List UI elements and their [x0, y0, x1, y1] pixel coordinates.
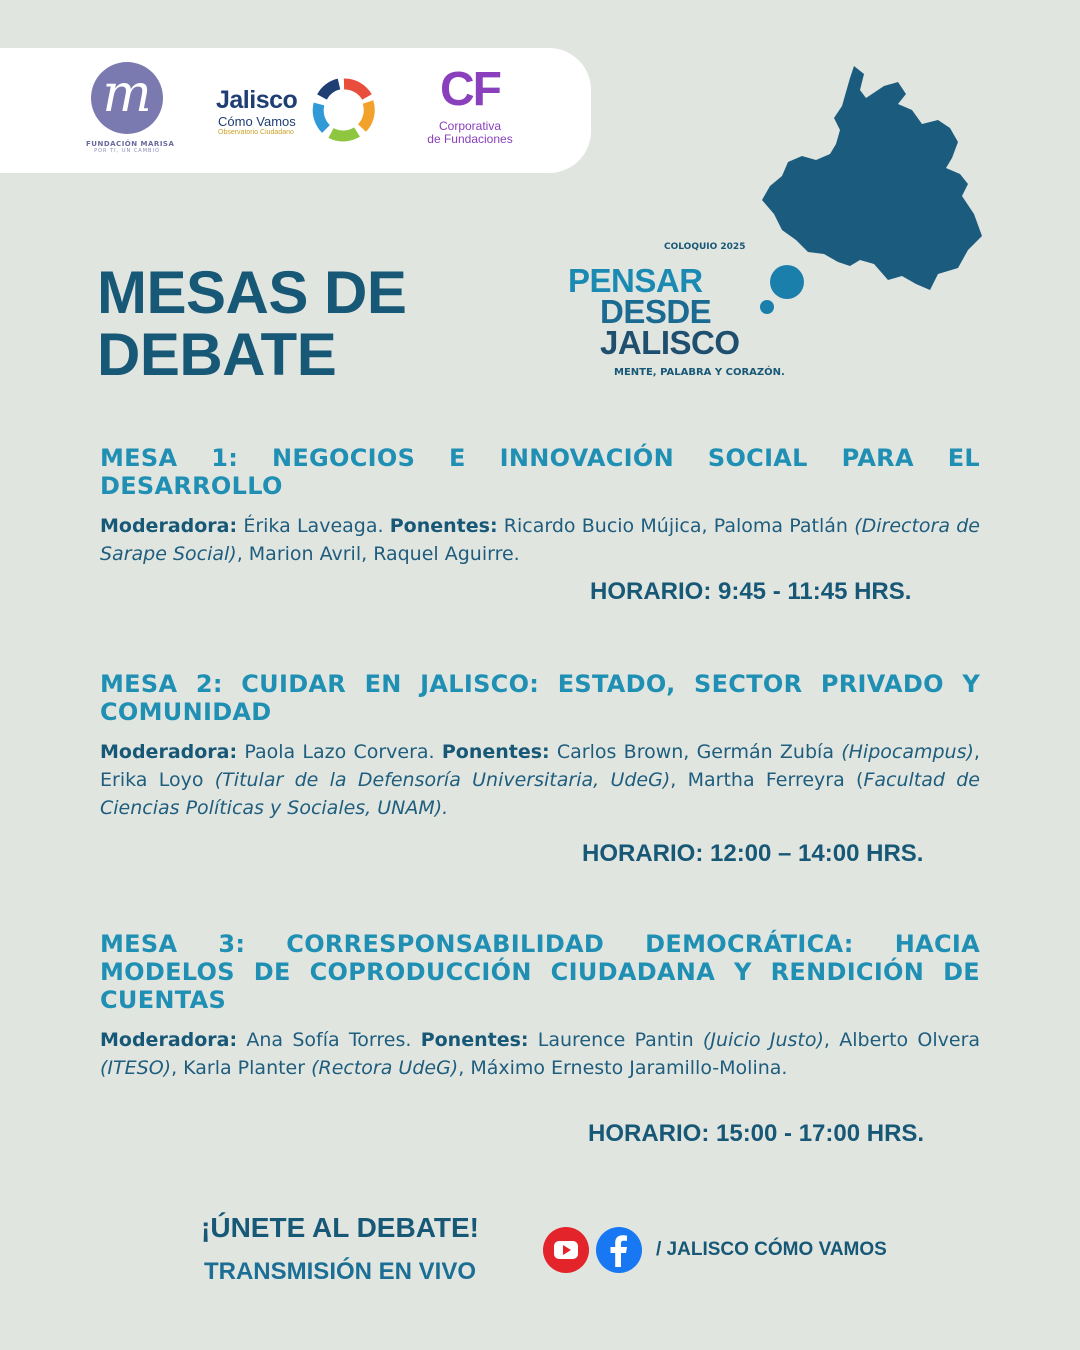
ponentes-list: , Marion Avril, Raquel Aguirre. — [236, 543, 520, 565]
cf-logo-name-line2: de Fundaciones — [427, 132, 513, 146]
mesa-2-details — [100, 738, 980, 822]
event-brand — [560, 240, 800, 390]
ponentes-label: Ponentes: — [441, 741, 550, 763]
ponentes-list: , Máximo Ernesto Jaramillo-Molina. — [458, 1057, 788, 1079]
jalisco-como-vamos-logo — [214, 78, 384, 148]
ponente-affiliation: (Hipocampus) — [841, 741, 974, 763]
event-kicker: COLOQUIO 2025 — [664, 242, 746, 252]
fundacion-marisa-name: FUNDACIÓN MARISA — [86, 140, 175, 148]
ponentes-list: Ricardo Bucio Mújica, Paloma Patlán — [503, 515, 848, 537]
cta-title: ¡ÚNETE AL DEBATE! — [201, 1212, 479, 1243]
moderadora-name: Paola Lazo Corvera. — [244, 741, 435, 763]
jcv-logo-sub2: Observatorio Ciudadano — [218, 129, 294, 136]
mesa-1-title: MESA 1: NEGOCIOS E INNOVACIÓN SOCIAL PARA EL DESARROLLO — [100, 444, 980, 500]
page-title — [97, 259, 407, 388]
ponente-affiliation: (Rectora UdeG) — [311, 1057, 459, 1079]
ponente-affiliation: (Directora de Sarape Social) — [100, 515, 980, 565]
ponentes-list: , Alberto Olvera — [823, 1029, 981, 1051]
moderadora-label: Moderadora: — [100, 1029, 238, 1051]
mesa-3-block — [100, 930, 980, 1082]
brand-dot-large-icon — [770, 265, 804, 299]
moderadora-name: Érika Laveaga. — [243, 515, 384, 537]
event-name-line1: PENSAR — [568, 262, 703, 299]
ponentes-label: Ponentes: — [389, 515, 498, 537]
cf-logo-name-line1: Corporativa — [438, 119, 502, 133]
fundacion-marisa-tagline: POR TI, UN CAMBIO — [94, 148, 160, 154]
social-handle[interactable]: / JALISCO CÓMO VAMOS — [656, 1239, 887, 1260]
ponentes-list: , Karla Planter — [171, 1057, 306, 1079]
corporativa-fundaciones-logo — [405, 63, 535, 146]
ponentes-label: Ponentes: — [420, 1029, 529, 1051]
facebook-icon[interactable] — [596, 1227, 642, 1273]
page-title-line2: DEBATE — [97, 321, 337, 388]
mesa-2-block — [100, 670, 980, 822]
mesa-3-horario: HORARIO: 15:00 - 17:00 HRS. — [588, 1120, 925, 1147]
ponentes-list: Carlos Brown, Germán Zubía — [556, 741, 834, 763]
moderadora-name: Ana Sofía Torres. — [246, 1029, 412, 1051]
event-name-line2: DESDE — [600, 293, 712, 330]
brand-dot-small-icon — [760, 300, 774, 314]
jcv-logo-name: Jalisco — [216, 86, 298, 114]
sponsor-logo-bar — [0, 48, 591, 173]
cta-subtitle: TRANSMISIÓN EN VIVO — [203, 1258, 477, 1285]
page-title-line1: MESAS DE — [97, 259, 407, 326]
mesa-2-title: MESA 2: CUIDAR EN JALISCO: ESTADO, SECTOR PRIVADO Y COMUNIDAD — [100, 670, 980, 726]
moderadora-label: Moderadora: — [100, 741, 238, 763]
fundacion-marisa-mark-icon: m — [91, 62, 163, 134]
mesa-1-horario: HORARIO: 9:45 - 11:45 HRS. — [590, 578, 912, 605]
ponentes-list: , Martha Ferreyra ( — [670, 769, 864, 791]
moderadora-label: Moderadora: — [100, 515, 238, 537]
event-name-line3: JALISCO — [600, 324, 740, 361]
ponente-affiliation: Facultad de Ciencias Políticas y Sociales, UNAM). — [100, 769, 980, 819]
ponente-affiliation: (Titular de la Defensoría Universitaria, UdeG) — [214, 769, 671, 791]
youtube-icon[interactable] — [543, 1227, 589, 1273]
ponentes-list: Laurence Pantin — [537, 1029, 694, 1051]
mesa-3-details — [100, 1026, 980, 1082]
mesa-1-details — [100, 512, 980, 568]
event-tagline: MENTE, PALABRA Y CORAZÓN. — [614, 367, 785, 378]
ponente-affiliation: (ITESO) — [100, 1057, 172, 1079]
fundacion-marisa-logo — [86, 62, 175, 154]
ponentes-list: , Erika Loyo — [100, 741, 980, 791]
mesa-2-horario: HORARIO: 12:00 – 14:00 HRS. — [582, 840, 924, 867]
cf-logo-mark: CF — [440, 63, 500, 116]
jcv-ring-icon — [312, 78, 376, 142]
jcv-logo-sub: Cómo Vamos — [218, 114, 296, 129]
mesa-3-title: MESA 3: CORRESPONSABILIDAD DEMOCRÁTICA: HACIA MODELOS DE COPRODUCCIÓN CIUDADANA Y RENDICIÓN DE CUENTAS — [100, 930, 980, 1014]
mesa-1-block — [100, 444, 980, 568]
ponente-affiliation: (Juicio Justo) — [702, 1029, 824, 1051]
